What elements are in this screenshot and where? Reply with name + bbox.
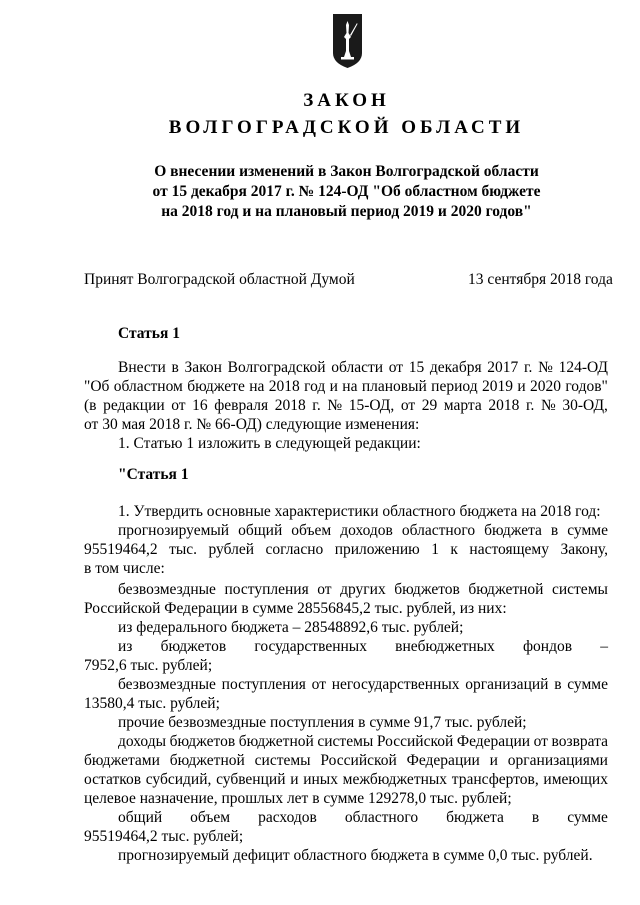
word: в: [531, 809, 540, 826]
word: общий: [238, 522, 283, 539]
adoption-date: 13 сентября 2018 года: [468, 271, 613, 288]
word: бюджетной: [468, 581, 544, 598]
word: рублей: [208, 541, 255, 558]
word: субвенций: [216, 771, 286, 788]
word: годов": [565, 378, 608, 395]
word: 2020: [529, 378, 561, 395]
word: в: [171, 359, 179, 376]
word: бюджете: [187, 378, 245, 395]
paragraph-line: 1. Утвердить основные характеристики областного бюджета на 2018 год:: [118, 503, 601, 520]
word: от: [171, 397, 186, 414]
word: объем: [190, 809, 231, 826]
word: прогнозируемый: [118, 522, 230, 539]
paragraph-line: [84, 771, 608, 789]
paragraph-line: [118, 581, 608, 599]
word: "Об: [84, 378, 110, 395]
word: организациями: [507, 752, 608, 769]
word: и: [290, 771, 299, 788]
paragraph-line: прогнозируемый дефицит областного бюджета в сумме 0,0 тыс. рублей.: [118, 847, 593, 864]
word: на: [249, 378, 265, 395]
word: бюджетов: [160, 638, 227, 655]
amendment-item: 1. Статью 1 изложить в следующей редакции:: [118, 435, 421, 452]
paragraph-line: [118, 733, 608, 751]
word: 2018: [488, 397, 520, 414]
adopted-by: Принят Волгоградской областной Думой: [84, 271, 355, 288]
word: –: [600, 638, 608, 655]
word: объем: [291, 522, 332, 539]
word: в: [550, 522, 559, 539]
word: №: [327, 397, 343, 414]
word: других: [340, 581, 386, 598]
word: марта: [443, 397, 482, 414]
paragraph-line: 7952,6 тыс. рублей;: [84, 657, 213, 674]
word: бюджетов: [394, 581, 460, 598]
paragraph-line: 95519464,2 тыс. рублей;: [84, 828, 244, 845]
word: безвозмездные: [118, 581, 216, 598]
quoted-article-heading: "Статья 1: [118, 466, 189, 483]
word: на: [342, 378, 358, 395]
word: Закону,: [560, 541, 608, 558]
paragraph-line: [118, 359, 608, 377]
paragraph-line: [118, 638, 608, 656]
word: и: [517, 378, 526, 395]
word: негосударственных: [331, 676, 460, 693]
word: бюджетной: [238, 733, 314, 750]
paragraph-line: в том числе:: [84, 560, 165, 577]
word: г.: [525, 397, 535, 414]
word: иных: [303, 771, 338, 788]
word: и: [489, 752, 498, 769]
word: безвозмездные: [118, 676, 216, 693]
word: 16: [192, 397, 208, 414]
word: №: [541, 397, 556, 414]
word: Внести: [118, 359, 166, 376]
word: внебюджетных: [395, 638, 495, 655]
word: имеющих: [543, 771, 608, 788]
paragraph-line: [118, 522, 608, 540]
word: доходы: [118, 733, 167, 750]
word: тыс.: [169, 541, 198, 558]
paragraph-line: 13580,4 тыс. рублей;: [84, 695, 220, 712]
word: государственных: [254, 638, 367, 655]
word: настоящему: [469, 541, 549, 558]
word: организаций: [465, 676, 549, 693]
word: (в: [84, 397, 97, 414]
word: сумме: [567, 522, 608, 539]
paragraph-line: [84, 397, 608, 415]
word: и: [329, 378, 338, 395]
word: остатков: [84, 771, 142, 788]
word: №: [538, 359, 553, 376]
word: областном: [113, 378, 183, 395]
paragraph-line: [84, 752, 608, 770]
word: возврата: [551, 733, 608, 750]
word: декабря: [429, 359, 482, 376]
paragraph-line: прочие безвозмездные поступления в сумме 91,7 тыс. рублей;: [118, 714, 527, 731]
word: области: [331, 359, 384, 376]
word: поступления: [224, 581, 309, 598]
word: 29: [421, 397, 438, 414]
word: фондов: [522, 638, 573, 655]
word: системы: [317, 733, 374, 750]
word: 2018: [268, 378, 300, 395]
paragraph-line: [84, 378, 608, 396]
volgograd-coat-of-arms-icon: [332, 13, 363, 69]
word: 95519464,2: [84, 541, 158, 558]
word: от: [533, 733, 548, 750]
word: 124-ОД: [558, 359, 608, 376]
word: субсидий,: [145, 771, 212, 788]
word: согласно: [265, 541, 324, 558]
word: Федерации: [406, 752, 480, 769]
word: 15: [408, 359, 425, 376]
word: бюджетов: [169, 733, 236, 750]
paragraph-line: из федерального бюджета – 28548892,6 тыс. рублей;: [118, 619, 464, 636]
word: в: [554, 676, 562, 693]
word: системы: [254, 752, 311, 769]
paragraph-line: от 30 мая 2018 г. № 66-ОД) следующие изменения:: [84, 416, 420, 433]
law-subtitle-line: на 2018 год и на плановый период 2019 и 2020 годов": [161, 203, 532, 220]
word: от: [311, 676, 326, 693]
word: период: [431, 378, 478, 395]
word: межбюджетных: [342, 771, 448, 788]
paragraph-line: целевое назначение, прошлых лет в сумме 129278,0 тыс. рублей;: [84, 790, 512, 807]
word: редакции: [103, 397, 165, 414]
word: приложению: [334, 541, 420, 558]
word: трансфертов,: [451, 771, 539, 788]
word: областного: [344, 809, 419, 826]
word: поступления: [221, 676, 306, 693]
word: от: [400, 397, 416, 414]
word: бюджетной: [169, 752, 245, 769]
word: областного: [401, 522, 476, 539]
word: бюджетами: [84, 752, 160, 769]
word: 15-ОД,: [348, 397, 395, 414]
word: общий: [118, 809, 163, 826]
word: февраля: [214, 397, 269, 414]
paragraph-line: [118, 676, 608, 694]
word: от: [388, 359, 404, 376]
word: бюджета: [446, 809, 504, 826]
word: Российской: [320, 752, 397, 769]
word: от: [317, 581, 332, 598]
word: сумме: [567, 809, 608, 826]
law-title: ЗАКОН: [303, 90, 390, 111]
word: к: [450, 541, 458, 558]
word: сумме: [567, 676, 608, 693]
word: Федерации: [456, 733, 531, 750]
word: 30-ОД,: [562, 397, 608, 414]
word: 2019: [481, 378, 513, 395]
word: Российской: [376, 733, 454, 750]
law-region-title: ВОЛГОГРАДСКОЙ ОБЛАСТИ: [168, 117, 525, 138]
word: бюджета: [484, 522, 542, 539]
word: г.: [523, 359, 533, 376]
word: год: [304, 378, 326, 395]
word: системы: [551, 581, 608, 598]
word: плановый: [361, 378, 427, 395]
word: 1: [431, 541, 439, 558]
word: Волгоградской: [227, 359, 326, 376]
word: из: [118, 638, 133, 655]
article-heading: Статья 1: [118, 325, 180, 342]
word: Закон: [184, 359, 222, 376]
paragraph-line: [84, 541, 608, 559]
paragraph-line: [118, 809, 608, 827]
law-subtitle-line: О внесении изменений в Закон Волгоградской области: [154, 163, 539, 180]
word: 2017: [487, 359, 519, 376]
word: г.: [312, 397, 321, 414]
paragraph-line: Российской Федерации в сумме 28556845,2 тыс. рублей, из них:: [84, 600, 507, 617]
word: расходов: [258, 809, 317, 826]
word: 2018: [274, 397, 306, 414]
law-subtitle-line: от 15 декабря 2017 г. № 124-ОД "Об областном бюджете: [152, 183, 541, 200]
word: доходов: [340, 522, 393, 539]
